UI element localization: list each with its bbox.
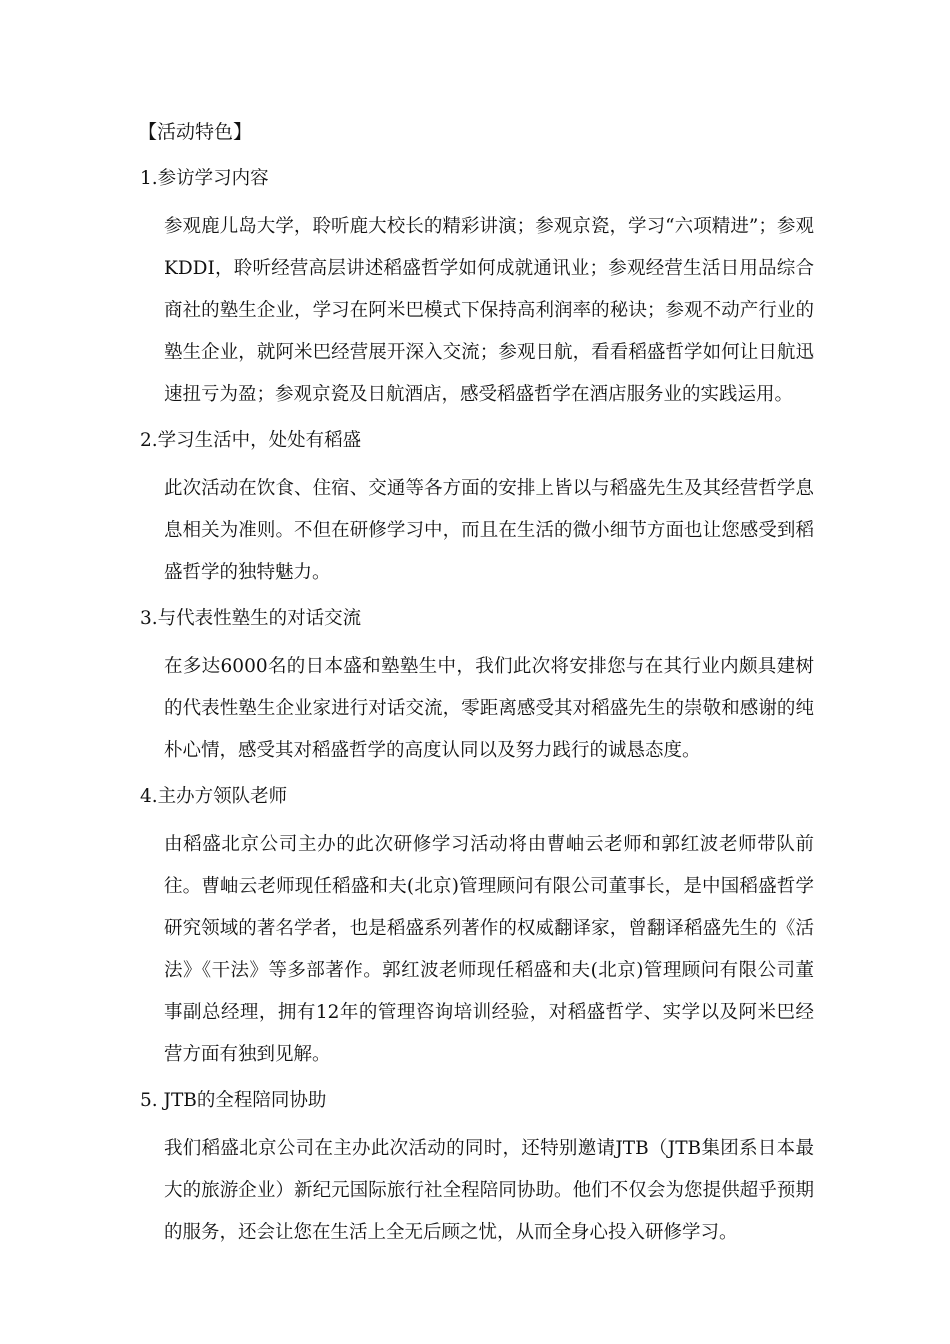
feature-body: 在多达6000名的日本盛和塾塾生中，我们此次将安排您与在其行业内颇具建树的代表性塾生企业家进行对话交流，零距离感受其对稻盛先生的崇敬和感谢的纯朴心情，感受其对稻盛哲学的高度认同以及努力践行的诚恳态度。: [164, 656, 814, 761]
feature-heading: 1.参访学习内容: [140, 168, 269, 189]
feature-item: [140, 426, 820, 594]
feature-heading: 2.学习生活中，处处有稻盛: [140, 430, 362, 451]
feature-item: [140, 164, 820, 416]
feature-heading: 4.主办方领队老师: [140, 786, 288, 807]
feature-item: [140, 782, 820, 1076]
feature-body: 由稻盛北京公司主办的此次研修学习活动将由曹岫云老师和郭红波老师带队前往。曹岫云老师现任稻盛和夫(北京)管理顾问有限公司董事长，是中国稻盛哲学研究领域的著名学者，也是稻盛系列著作的权威翻译家，曾翻译稻盛先生的《活法》《干法》等多部著作。郭红波老师现任稻盛和夫(北京)管理顾问有限公司董事副总经理，拥有12年的管理咨询培训经验，对稻盛哲学、实学以及阿米巴经营方面有独到见解。: [164, 834, 814, 1065]
feature-heading: 3.与代表性塾生的对话交流: [140, 608, 362, 629]
feature-heading: 5. JTB的全程陪同协助: [140, 1090, 327, 1111]
feature-item: [140, 1086, 820, 1254]
feature-body: 参观鹿儿岛大学，聆听鹿大校长的精彩讲演；参观京瓷，学习“六项精进”；参观KDDI，聆听经营高层讲述稻盛哲学如何成就通讯业；参观经营生活日用品综合商社的塾生企业，学习在阿米巴模式下保持高利润率的秘诀；参观不动产行业的塾生企业，就阿米巴经营展开深入交流；参观日航，看看稻盛哲学如何让日航迅速扭亏为盈；参观京瓷及日航酒店，感受稻盛哲学在酒店服务业的实践运用。: [164, 216, 814, 405]
feature-body: 此次活动在饮食、住宿、交通等各方面的安排上皆以与稻盛先生及其经营哲学息息相关为准则。不但在研修学习中，而且在生活的微小细节方面也让您感受到稻盛哲学的独特魅力。: [164, 478, 814, 583]
feature-item: [140, 604, 820, 772]
section-title: 【活动特色】: [138, 121, 253, 143]
feature-list: [140, 164, 820, 1264]
feature-body: 我们稻盛北京公司在主办此次活动的同时，还特别邀请JTB（JTB集团系日本最大的旅游企业）新纪元国际旅行社全程陪同协助。他们不仅会为您提供超乎预期的服务，还会让您在生活上全无后顾之忧，从而全身心投入研修学习。: [164, 1138, 814, 1243]
